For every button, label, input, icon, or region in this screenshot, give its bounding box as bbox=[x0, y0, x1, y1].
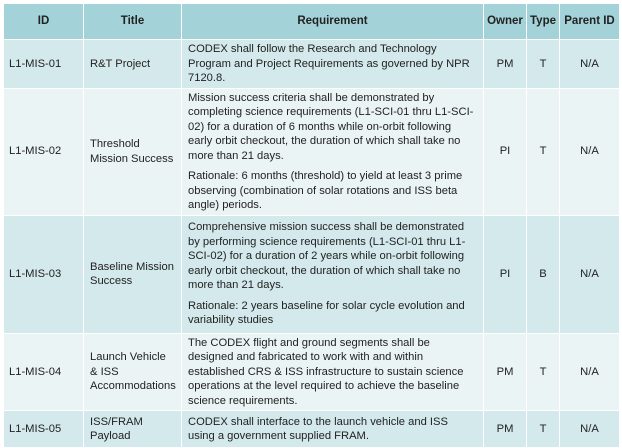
cell-type: B bbox=[527, 215, 560, 333]
cell-type: T bbox=[527, 333, 560, 411]
table-row bbox=[4, 411, 620, 448]
table-row bbox=[4, 88, 620, 215]
header-type: Type bbox=[527, 4, 560, 40]
cell-id: L1-MIS-01 bbox=[4, 40, 84, 89]
rationale-text: Rationale: 6 months (threshold) to yield at least 3 prime observing (combination of solar rotations and ISS beta angle) periods. bbox=[188, 170, 463, 211]
requirement-text: The CODEX flight and ground segments shall be designed and fabricated to work with and within established CRS & ISS infrastructure to sustain science operations at the level required to achieve the baseline science requirements. bbox=[188, 336, 464, 407]
cell-parent-id: N/A bbox=[560, 215, 620, 333]
cell-parent-id: N/A bbox=[560, 88, 620, 215]
cell-title: ISS/FRAM Payload bbox=[84, 411, 182, 448]
table-row bbox=[4, 40, 620, 89]
cell-type: T bbox=[527, 40, 560, 89]
requirements-table bbox=[3, 3, 620, 448]
cell-id: L1-MIS-04 bbox=[4, 333, 84, 411]
header-owner: Owner bbox=[484, 4, 527, 40]
table-row bbox=[4, 333, 620, 411]
cell-id: L1-MIS-03 bbox=[4, 215, 84, 333]
cell-id: L1-MIS-05 bbox=[4, 411, 84, 448]
cell-requirement bbox=[182, 88, 484, 215]
cell-owner: PM bbox=[484, 40, 527, 89]
cell-type: T bbox=[527, 88, 560, 215]
cell-requirement bbox=[182, 215, 484, 333]
cell-owner: PM bbox=[484, 411, 527, 448]
cell-title: Baseline Mission Success bbox=[84, 215, 182, 333]
header-row bbox=[4, 4, 620, 40]
header-id: ID bbox=[4, 4, 84, 40]
rationale-text: Rationale: 2 years baseline for solar cycle evolution and variability studies bbox=[188, 299, 465, 327]
cell-parent-id: N/A bbox=[560, 40, 620, 89]
requirement-text: CODEX shall follow the Research and Technology Program and Project Requirements as governed by NPR 7120.8. bbox=[188, 43, 470, 84]
cell-owner: PI bbox=[484, 88, 527, 215]
cell-requirement bbox=[182, 40, 484, 89]
cell-requirement bbox=[182, 411, 484, 448]
cell-id: L1-MIS-02 bbox=[4, 88, 84, 215]
header-requirement: Requirement bbox=[182, 4, 484, 40]
cell-title: R&T Project bbox=[84, 40, 182, 89]
cell-requirement bbox=[182, 333, 484, 411]
cell-title: Launch Vehicle & ISS Accommodations bbox=[84, 333, 182, 411]
cell-owner: PI bbox=[484, 215, 527, 333]
cell-owner: PM bbox=[484, 333, 527, 411]
header-title: Title bbox=[84, 4, 182, 40]
header-parent-id: Parent ID bbox=[560, 4, 620, 40]
table-row bbox=[4, 215, 620, 333]
requirement-text: Comprehensive mission success shall be demonstrated by performing science requirements (L1-SCI-01 thru L1-SCI-02) for a duration of 2 years while on-orbit following early orbit checkout, the duration of which shall take no more than 21 days. bbox=[188, 221, 466, 292]
cell-parent-id: N/A bbox=[560, 333, 620, 411]
cell-parent-id: N/A bbox=[560, 411, 620, 448]
cell-title: Threshold Mission Success bbox=[84, 88, 182, 215]
requirement-text: CODEX shall interface to the launch vehicle and ISS using a government supplied FRAM. bbox=[188, 415, 448, 442]
cell-type: T bbox=[527, 411, 560, 448]
requirement-text: Mission success criteria shall be demonstrated by completing science requirements (L1-SCI-01 thru L1-SCI-02) for a duration of 6 months while on-orbit following early orbit checkout, the duration of which shall take no more than 21 days. bbox=[188, 91, 474, 162]
